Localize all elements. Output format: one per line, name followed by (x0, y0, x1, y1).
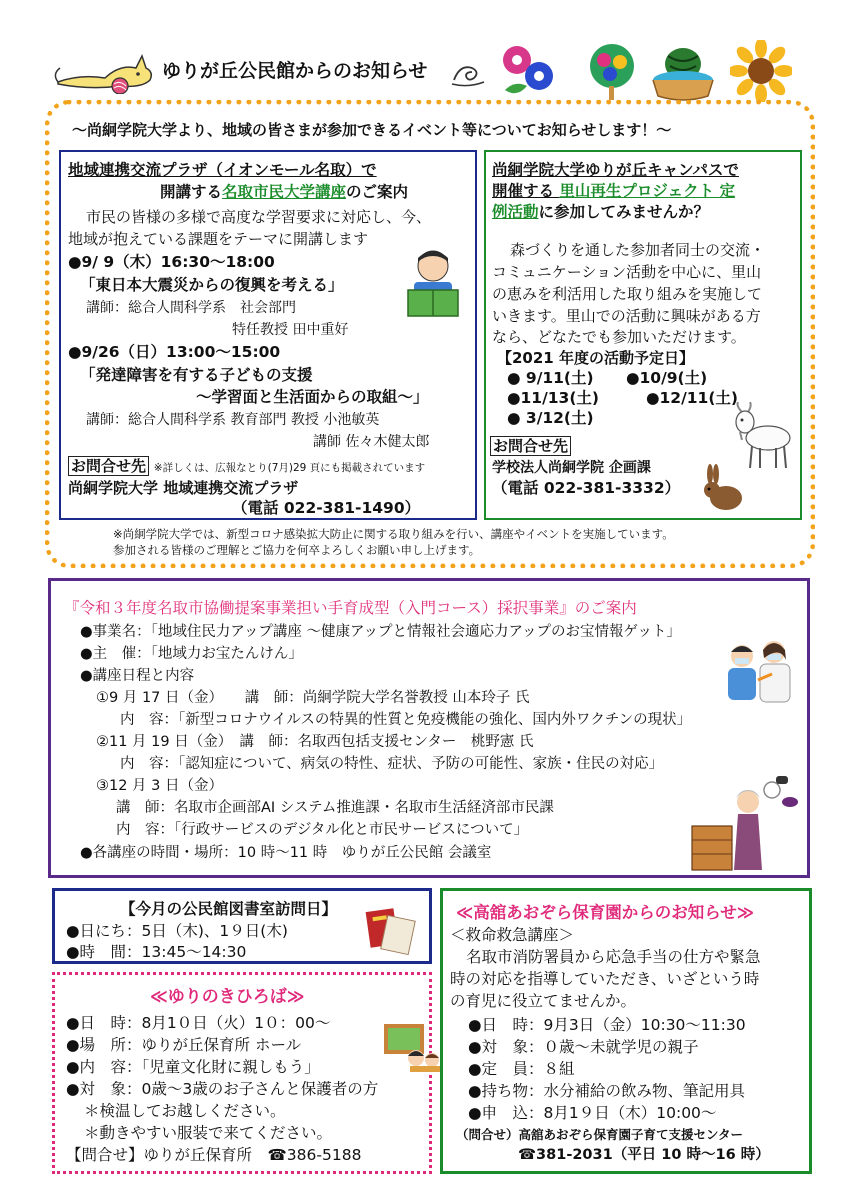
left-event-intro-line1: 市民の皆様の多様で高度な学習要求に対応し、今、 (86, 208, 432, 226)
activity-date-1: ● 9/11(土) (507, 369, 594, 387)
activity-date-5: ● 3/12(土) (507, 409, 594, 427)
picture-theater-icon (380, 1020, 442, 1072)
library-days: ●日にち：5日（木)、1９日(木) (66, 922, 288, 940)
covid-note-line2: 参加される皆様のご理解とご協力を何卒よろしくお願い申し上げます。 (113, 543, 481, 557)
nursery-body-line2: 時の対応を指導していただき、いざという時 (450, 970, 760, 988)
session2-lecturer-line1: 講師：総合人間科学系 教育部門 教授 小池敏英 (86, 412, 380, 428)
reiwa-title: 『令和３年度名取市協働提案事業担い手育成型（入門コース）採択事業』のご案内 (64, 599, 637, 617)
nursery-target: ●対 象：０歳～未就学児の親子 (468, 1038, 699, 1056)
hiroba-note2: ＊動きやすい服装で来てください。 (84, 1124, 333, 1142)
right-event-title-line2 (492, 181, 735, 201)
activity-date-3: ●11/13(土) (507, 389, 599, 407)
right-body-line2: コミュニケーション活動を中心に、里山 (492, 263, 762, 281)
right-contact-org: 学校法人尚絅学院 企画課 (492, 460, 651, 476)
hiroba-target: ●対 象：0歳～3歳のお子さんと保護者の方 (66, 1080, 379, 1098)
session2-topic-line1: 「発達障害を有する子どもの支援 (80, 366, 313, 384)
left-event-title-post: のご案内 (346, 183, 409, 201)
hiroba-contact: 【問合せ】ゆりが丘保育所 ☎386-5188 (66, 1146, 362, 1164)
nursery-body-line1: 名取市消防署員から応急手当の仕方や緊急 (466, 948, 761, 966)
vaccination-icon (720, 636, 796, 708)
reiwa-time-place: ●各講座の時間・場所：10 時～11 時 ゆりが丘公民館 会議室 (80, 845, 492, 861)
right-body-line4: いきます。里山での活動に興味がある方 (492, 307, 761, 325)
left-event-title-line2 (160, 182, 408, 202)
nursery-date: ●日 時：9月3日（金）10:30～11:30 (468, 1016, 746, 1034)
nursery-subtitle: ＜救命救急講座＞ (450, 926, 575, 944)
shimin-daigaku-link[interactable]: 名取市民大学講座 (222, 183, 347, 201)
right-event-title-post: に参加してみませんか？ (538, 203, 710, 221)
covid-note-line1: ※尚絅学院大学では、新型コロナ感染拡大防止に関する取り組みを行い、講座やイベントを実施しています。 (113, 527, 674, 541)
morning-glory-icon (495, 40, 557, 102)
header-title: ゆりが丘公民館からのお知らせ (162, 60, 428, 82)
hiroba-note1: ＊検温してお越しください。 (84, 1102, 286, 1120)
course2-head: ②11 月 19 日（金） 講 師：名取西包括支援センター 桃野憲 氏 (96, 734, 534, 750)
hiroba-title: ≪ゆりのきひろば≫ (150, 987, 305, 1007)
satoyama-link[interactable]: 里山再生プロジェクト 定 (559, 182, 735, 200)
course3-head: ③12 月 3 日（金） (96, 778, 224, 794)
course1-head: ①9 月 17 日（金） 講 師：尚絅学院大学名誉教授 山本玲子 氏 (96, 690, 530, 706)
session2-date: ●9/26（日）13:00～15:00 (68, 343, 281, 361)
schedule-title: 【2021 年度の活動予定日】 (497, 349, 694, 367)
right-event-title-pre: 開催する (492, 182, 560, 200)
swirl-icon (450, 60, 486, 88)
right-contact-tag: お問合せ先 (490, 436, 571, 456)
uchiwa-fan-icon (580, 40, 642, 102)
activity-date-2: ●10/9(土) (626, 369, 708, 387)
satoyama-link-cont[interactable]: 例活動 (492, 203, 539, 221)
cat-with-yarn-icon (50, 44, 160, 94)
session1-date: ●9/ 9（木）16:30～18:00 (68, 253, 275, 271)
nursery-contact-line2: ☎381-2031（平日 10 時～16 時） (518, 1147, 770, 1163)
session1-lecturer-line1: 講師：総合人間科学系 社会部門 (86, 300, 296, 316)
university-banner: ～尚絅学院大学より、地域の皆さまが参加できるイベント等についてお知らせします！～ (72, 121, 672, 139)
right-contact-phone: （電話 022-381-3332） (492, 479, 681, 497)
books-icon (364, 904, 416, 956)
session2-topic-line2: ～学習面と生活面からの取組～」 (196, 388, 429, 406)
hiroba-place: ●場 所：ゆりが丘保育所 ホール (66, 1036, 302, 1054)
course2-content: 内 容：「認知症について、病気の特性、症状、予防の可能性、家族・住民の対応」 (120, 756, 664, 772)
hiroba-date: ●日 時：8月1０日（火）1０：00～ (66, 1014, 331, 1032)
right-body-line1: 森づくりを通した参加者同士の交流・ (510, 241, 766, 259)
activity-date-4: ●12/11(土) (646, 389, 738, 407)
left-event-intro-line2: 地域が抱えている課題をテーマに開講します (68, 230, 369, 248)
left-event-title-pre: 開講する (160, 183, 223, 201)
left-contact-tag: お問合せ先 (68, 456, 149, 476)
rabbit-icon (700, 462, 746, 512)
session1-lecturer-line2: 特任教授 田中重好 (232, 322, 349, 338)
nursery-body-line3: の育児に役立てませんか。 (450, 992, 637, 1010)
watermelon-tub-icon (650, 42, 716, 102)
elderly-woman-forgetting-icon (690, 772, 800, 872)
session2-lecturer-line2: 講師 佐々木健太郎 (313, 434, 430, 450)
reiwa-schedule-head: ●講座日程と内容 (80, 668, 195, 684)
right-contact-tag-row (490, 436, 571, 456)
reiwa-host-line: ●主 催：「地域力お宝たんけん」 (80, 646, 303, 662)
session1-topic: 「東日本大震災からの復興を考える」 (80, 276, 344, 294)
left-event-title-line1: 地域連携交流プラザ（イオンモール名取）で (68, 161, 377, 179)
reading-student-icon (404, 246, 462, 326)
nursery-apply: ●申 込：8月1９日（木）10:00～ (468, 1104, 717, 1122)
right-event-title-line1: 尚絅学院大学ゆりが丘キャンパスで (492, 161, 739, 179)
page-header (50, 40, 810, 100)
right-body-line3: の恵みを利活用した取り組みを実施して (492, 285, 763, 303)
library-title: 【今月の公民館図書室訪問日】 (120, 900, 338, 918)
hiroba-content: ●内 容：「児童文化財に親しもう」 (66, 1058, 320, 1076)
left-contact-note: ※詳しくは、広報なとり(7月)29 頁にも掲載されています (153, 462, 426, 474)
left-contact-row (68, 456, 425, 478)
nursery-title: ≪高舘あおぞら保育園からのお知らせ≫ (456, 903, 755, 922)
library-time: ●時 間：13:45～14:30 (66, 943, 247, 961)
course1-content: 内 容：「新型コロナウイルスの特異的性質と免疫機能の強化、国内外ワクチンの現状」 (120, 712, 692, 728)
course3-content: 内 容：「行政サービスのデジタル化と市民サービスについて」 (116, 822, 529, 838)
left-contact-org: 尚絅学院大学 地域連携交流プラザ (68, 479, 299, 497)
nursery-contact-line1: （問合せ）高舘あおぞら保育園子育て支援センター (456, 1127, 744, 1142)
nursery-capacity: ●定 員：８組 (468, 1060, 575, 1078)
reiwa-name-line: ●事業名：「地域住民力アップ講座 ～健康アップと情報社会適応力アップのお宝情報ゲット」 (80, 624, 681, 640)
sunflower-icon (730, 40, 792, 102)
nursery-bring: ●持ち物：水分補給の飲み物、筆記用具 (468, 1082, 746, 1100)
left-contact-phone: （電話 022-381-1490） (232, 499, 421, 517)
right-event-title-line3 (492, 202, 709, 222)
course3-lecturer: 講 師：名取市企画部AI システム推進課・名取市生活経済部市民課 (116, 800, 554, 816)
right-body-line5: なら、どなたでも参加いただけます。 (492, 328, 746, 346)
